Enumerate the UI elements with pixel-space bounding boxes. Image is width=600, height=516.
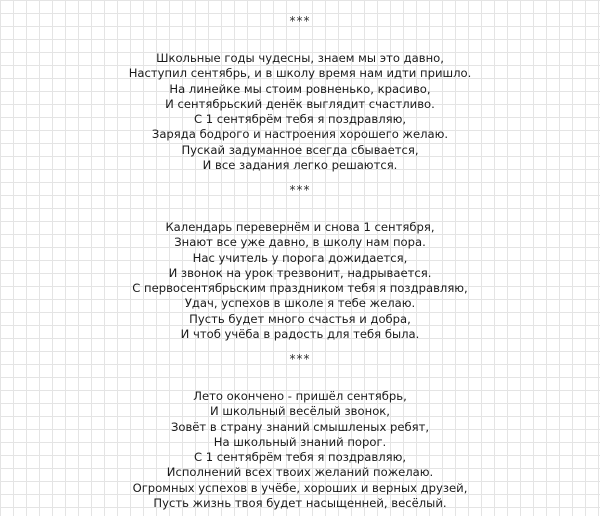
poem-line: Пусть будет много счастья и добра, — [189, 311, 411, 326]
stanza-separator: *** — [289, 14, 311, 28]
poem-1 — [0, 14, 600, 173]
poem-line: На линейке мы стоим ровненько, красиво, — [169, 81, 431, 96]
poem-lines — [0, 51, 600, 173]
poem-line: И школьный весёлый звонок, — [210, 404, 390, 419]
poem-line: Огромных успехов в учёбе, хороших и верных друзей, — [132, 480, 468, 495]
stanza-separator: *** — [289, 352, 311, 366]
poem-line: Зовёт в страну знаний смышленых ребят, — [170, 419, 430, 434]
poem-3 — [0, 352, 600, 511]
poem-line: Календарь перевернём и снова 1 сентября, — [165, 220, 435, 234]
poem-line: На школьный знаний порог. — [213, 434, 387, 449]
poem-line: Пусть жизнь твоя будет насыщенней, весёлый. — [153, 496, 447, 511]
poem-line: Знают все уже давно, в школу нам пора. — [174, 235, 426, 250]
poem-lines — [0, 389, 600, 511]
poem-line: И звонок на урок трезвонит, надрывается. — [168, 265, 432, 280]
poem-line: С 1 сентябрём тебя я поздравляю, — [193, 112, 407, 127]
poem-line: Наступил сентябрь, и в школу время нам идти пришло. — [128, 66, 472, 81]
poem-line: И чтоб учёба в радость для тебя была. — [180, 327, 420, 342]
poem-line: И сентябрьский денёк выглядит счастливо. — [165, 96, 435, 111]
poem-line: С 1 сентябрём тебя я поздравляю, — [193, 450, 407, 465]
poem-line: С первосентябрьским праздником тебя я поздравляю, — [132, 281, 468, 296]
poem-lines — [0, 220, 600, 342]
poem-line: Лето окончено - пришёл сентябрь, — [193, 389, 407, 403]
poem-line: Заряда бодрого и настроения хорошего желаю. — [151, 127, 449, 142]
poem-line: Удач, успехов в школе я тебе желаю. — [184, 296, 416, 311]
poem-line: Школьные годы чудесны, знаем мы это давно, — [156, 51, 444, 65]
stanza-separator: *** — [289, 183, 311, 197]
poem-line: Пускай задуманное всегда сбывается, — [181, 142, 419, 157]
poem-line: Исполнений всех твоих желаний пожелаю. — [166, 465, 434, 480]
poem-2 — [0, 183, 600, 342]
poem-line: Нас учитель у порога дожидается, — [192, 250, 408, 265]
poem-line: И все задания легко решаются. — [202, 158, 398, 173]
